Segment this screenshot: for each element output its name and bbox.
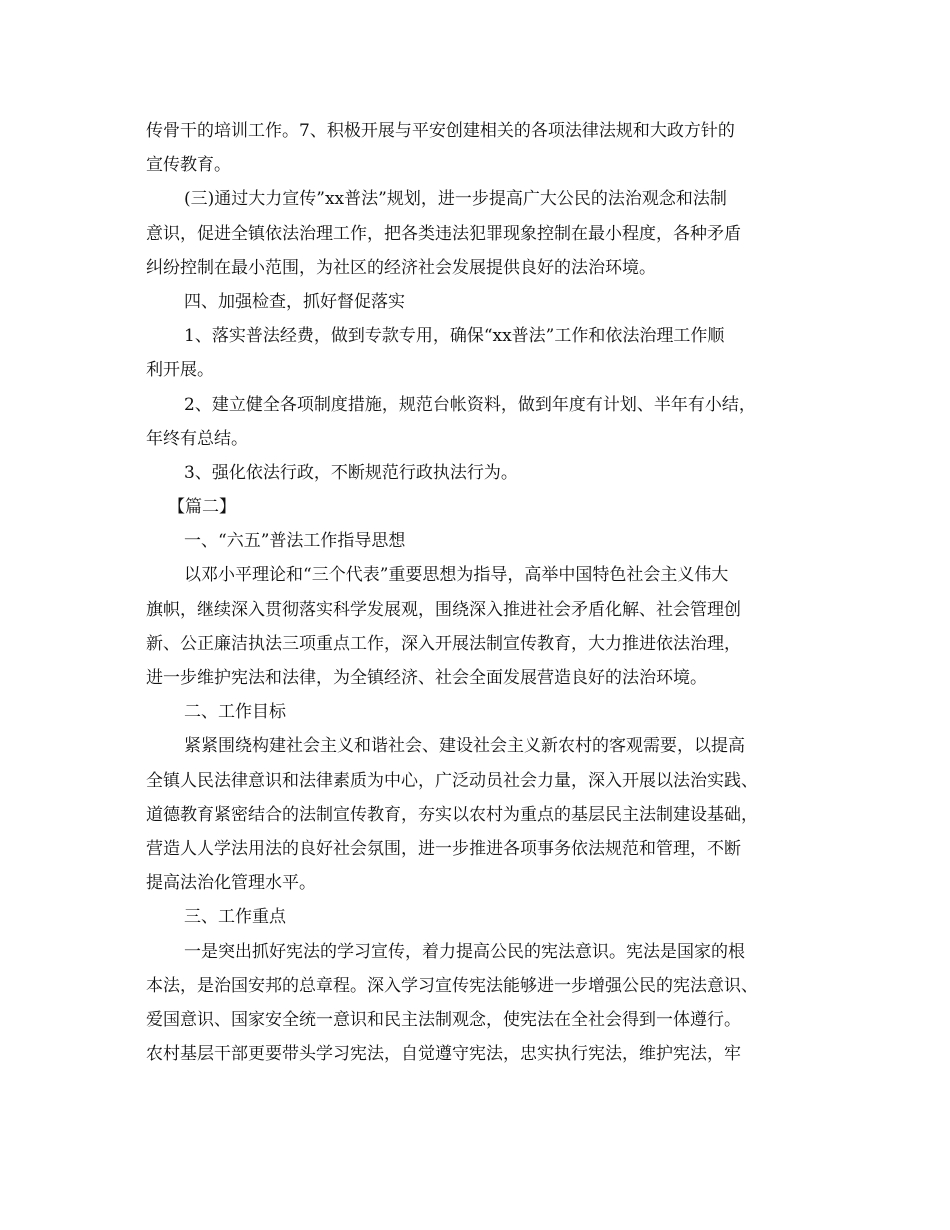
text-line: 传骨干的培训工作。7、积极开展与平安创建相关的各项法律法规和大政方针的: [146, 121, 735, 141]
text-line: 旗帜，继续深入贯彻落实科学发展观，围绕深入推进社会矛盾化解、社会管理创: [146, 599, 741, 620]
paragraph-start: 一是突出抓好宪法的学习宣传，着力提高公民的宪法意识。宪法是国家的根: [184, 941, 745, 962]
text-line: 提高法治化管理水平。: [146, 873, 316, 894]
text-line: 进一步维护宪法和法律，为全镇经济、社会全面发展营造良好的法治环境。: [146, 668, 707, 688]
paragraph-start: (三)通过大力宣传”xx普法”规划，进一步提高广大公民的法治观念和法制: [184, 189, 727, 210]
text-line: 农村基层干部更要带头学习宪法，自觉遵守宪法，忠实执行宪法，维护宪法，牢: [146, 1044, 741, 1065]
text-line: 全镇人民法律意识和法律素质为中心，广泛动员社会力量，深入开展以法治实践、: [146, 770, 758, 791]
text-line: 本法，是治国安邦的总章程。深入学习宣传宪法能够进一步增强公民的宪法意识、: [146, 975, 758, 996]
paragraph-start: 3、强化依法行政，不断规范行政执法行为。: [184, 462, 518, 483]
text-line: 意识，促进全镇依法治理工作，把各类违法犯罪现象控制在最小程度，各种矛盾: [146, 223, 741, 244]
paragraph-start: 2、建立健全各项制度措施，规范台帐资料，做到年度有计划、半年有小结，: [184, 394, 756, 415]
text-line: 营造人人学法用法的良好社会氛围，进一步推进各项事务依法规范和管理，不断: [146, 838, 741, 859]
text-line: 宣传教育。: [146, 155, 231, 176]
text-line: 年终有总结。: [146, 428, 248, 449]
text-line: 新、公正廉洁执法三项重点工作，深入开展法制宣传教育，大力推进依法治理，: [146, 633, 741, 654]
section-heading: 一、“六五”普法工作指导思想: [184, 531, 406, 552]
text-line: 纠纷控制在最小范围，为社区的经济社会发展提供良好的法治环境。: [146, 257, 656, 278]
section-heading: 四、加强检查，抓好督促落实: [184, 291, 405, 312]
paragraph-start: 紧紧围绕构建社会主义和谐社会、建设社会主义新农村的客观需要，以提高: [184, 736, 745, 757]
text-line: 爱国意识、国家安全统一意识和民主法制观念，使宪法在全社会得到一体遵行。: [146, 1009, 741, 1030]
paragraph-start: 以邓小平理论和“三个代表”重要思想为指导，高举中国特色社会主义伟大: [184, 565, 729, 586]
section-heading: 二、工作目标: [184, 702, 286, 723]
paragraph-start: 1、落实普法经费，做到专款专用，确保“xx普法”工作和依法治理工作顺: [184, 326, 725, 347]
text-line: 利开展。: [146, 360, 214, 381]
section-heading: 三、工作重点: [184, 907, 286, 928]
text-line: 道德教育紧密结合的法制宣传教育，夯实以农村为重点的基层民主法制建设基础，: [146, 804, 758, 825]
part-heading: 【篇二】: [168, 497, 236, 518]
document-body: [146, 114, 816, 1071]
